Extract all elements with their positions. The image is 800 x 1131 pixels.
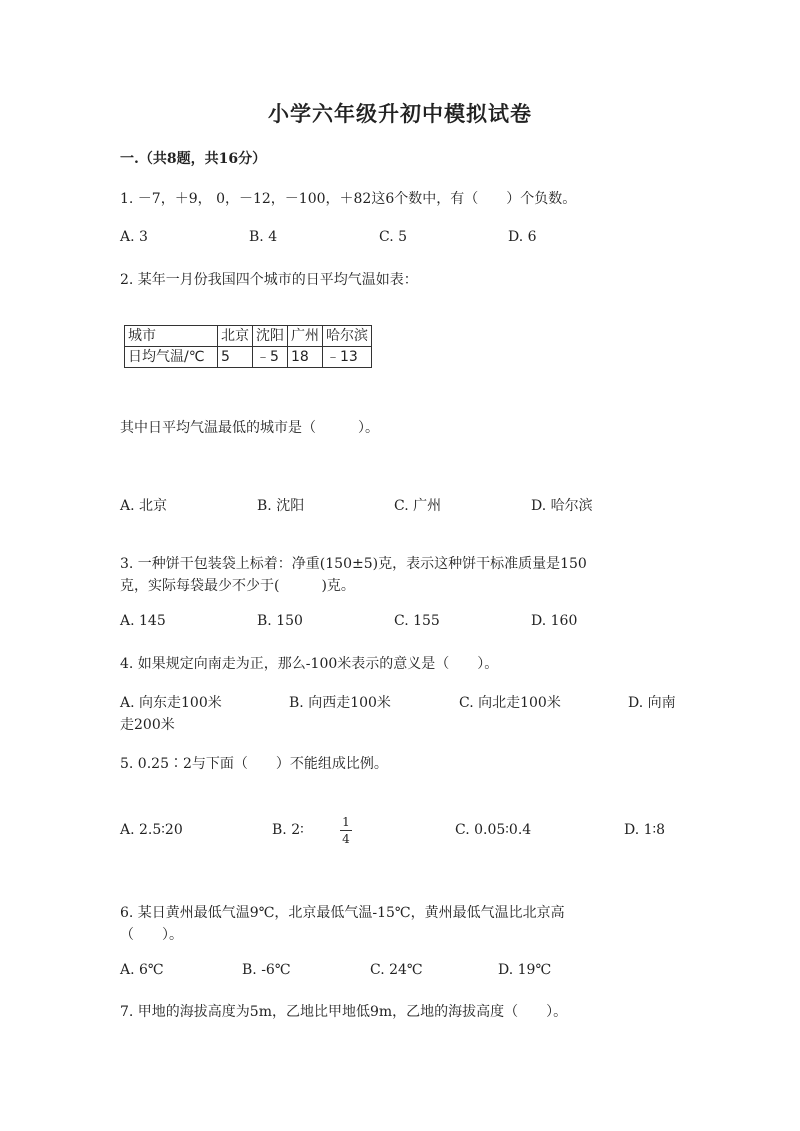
q5-option-c: C. 0.05∶0.4 (455, 822, 532, 838)
q5-option-a: A. 2.5∶20 (120, 822, 183, 838)
q3-option-b: B. 150 (257, 613, 303, 629)
page-title: 小学六年级升初中模拟试卷 (268, 101, 532, 126)
question-3-line-2: 克，实际每袋最少不少于( )克。 (120, 578, 355, 594)
q2-option-c: C. 广州 (394, 498, 442, 514)
table-cell: 日均气温/℃ (125, 347, 218, 368)
table-cell: 广州 (288, 326, 323, 347)
table-cell: 北京 (218, 326, 253, 347)
q5-option-b: B. 2∶ (272, 822, 304, 838)
q2-option-a: A. 北京 (120, 498, 168, 514)
q6-option-b: B. -6℃ (242, 962, 291, 978)
q5-option-d: D. 1∶8 (624, 822, 666, 838)
table-header-row (125, 326, 372, 347)
q4-option-a: A. 向东走100米 (120, 695, 222, 711)
q1-option-a: A. 3 (120, 229, 148, 245)
q1-option-c: C. 5 (379, 229, 408, 245)
fraction-numerator: 1 (342, 815, 350, 829)
q6-option-d: D. 19℃ (498, 962, 552, 978)
fraction-bar (340, 830, 352, 831)
table-row (125, 347, 372, 368)
temperature-table (124, 325, 372, 368)
q4-option-d: D. 向南 (628, 695, 676, 711)
question-2-followup: 其中日平均气温最低的城市是（ ）。 (120, 420, 379, 436)
q1-option-b: B. 4 (249, 229, 278, 245)
question-3-line-1: 3. 一种饼干包装袋上标着：净重(150±5)克，表示这种饼干标准质量是150 (120, 556, 587, 572)
question-6-line-1: 6. 某日黄州最低气温9℃，北京最低气温-15℃，黄州最低气温比北京高 (120, 905, 565, 921)
question-7: 7. 甲地的海拔高度为5m，乙地比甲地低9m，乙地的海拔高度（ ）。 (120, 1004, 568, 1020)
question-4: 4. 如果规定向南走为正，那么-100米表示的意义是（ ）。 (120, 656, 499, 672)
fraction-one-quarter (340, 815, 352, 846)
table-cell: ﹣5 (253, 347, 288, 368)
table-cell: 18 (288, 347, 323, 368)
table-cell: 沈阳 (253, 326, 288, 347)
question-1: 1. －7，＋9， 0，－12，－100，＋82这6个数中，有（ ）个负数。 (120, 191, 577, 207)
section-heading: 一.（共8题，共16分） (120, 151, 267, 167)
table-cell: 5 (218, 347, 253, 368)
q3-option-c: C. 155 (394, 613, 440, 629)
question-2: 2. 某年一月份我国四个城市的日平均气温如表： (120, 272, 418, 288)
fraction-denominator: 4 (342, 832, 350, 846)
q4-option-d-continued: 走200米 (120, 717, 175, 733)
q6-option-c: C. 24℃ (370, 962, 423, 978)
question-5: 5. 0.25∶2与下面（ ）不能组成比例。 (120, 756, 388, 772)
q2-option-b: B. 沈阳 (257, 498, 305, 514)
q3-option-a: A. 145 (120, 613, 166, 629)
q2-option-d: D. 哈尔滨 (531, 498, 593, 514)
table-cell: 哈尔滨 (323, 326, 372, 347)
table-cell: 城市 (125, 326, 218, 347)
q3-option-d: D. 160 (531, 613, 578, 629)
q6-option-a: A. 6℃ (120, 962, 164, 978)
q4-option-b: B. 向西走100米 (289, 695, 391, 711)
question-6-line-2: （ ）。 (120, 927, 183, 943)
q1-option-d: D. 6 (508, 229, 537, 245)
q4-option-c: C. 向北走100米 (459, 695, 561, 711)
table-cell: ﹣13 (323, 347, 372, 368)
